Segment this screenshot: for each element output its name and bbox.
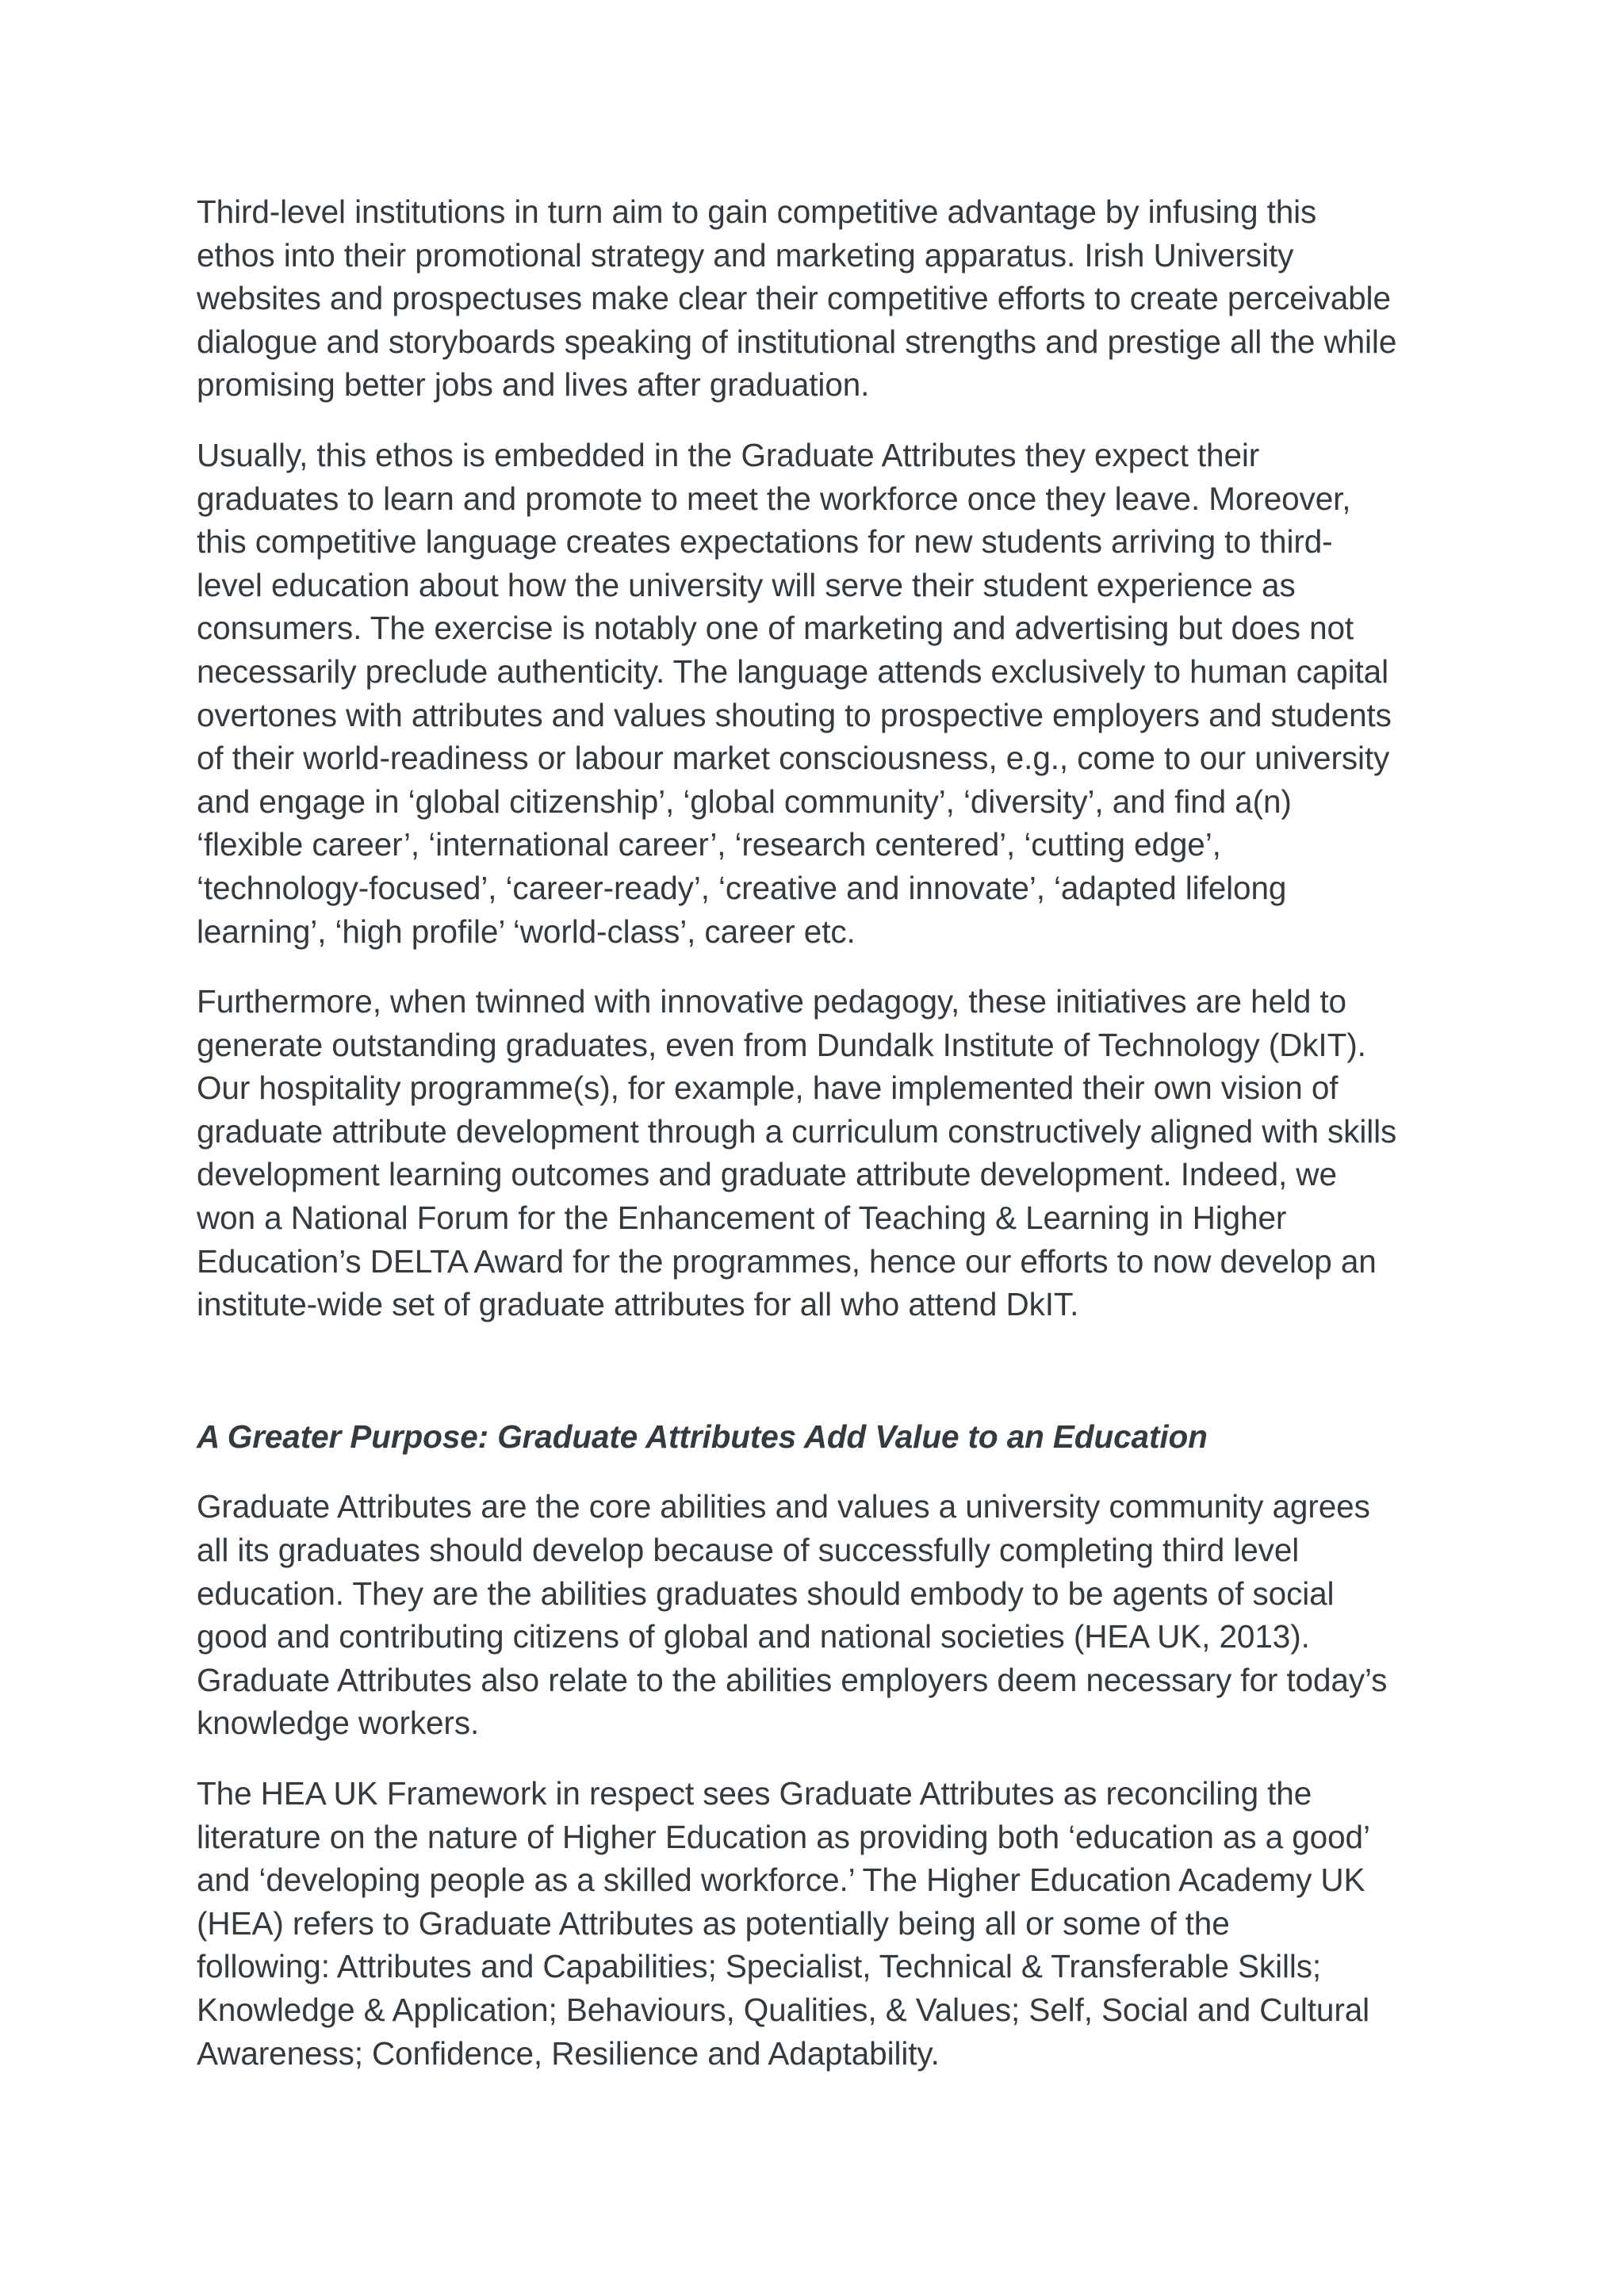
paragraph-line: and ‘developing people as a skilled workforce.’ The Higher Education Academy UK (197, 1862, 1365, 1899)
paragraph-line: The HEA UK Framework in respect sees Graduate Attributes as reconciling the (197, 1775, 1312, 1812)
document-body-before-heading (197, 190, 1443, 1326)
paragraph-line: ‘technology-focused’, ‘career-ready’, ‘creative and innovate’, ‘adapted lifelong (197, 869, 1287, 906)
paragraph-line: good and contributing citizens of global and national societies (HEA UK, 2013). (197, 1618, 1310, 1655)
paragraph-line: Graduate Attributes are the core abilities and values a university community agrees (197, 1488, 1370, 1525)
document-body-after-heading (197, 1485, 1443, 2075)
paragraph-line: all its graduates should develop because of successfully completing third level (197, 1532, 1300, 1569)
paragraph-line: ethos into their promotional strategy and marketing apparatus. Irish University (197, 236, 1294, 274)
paragraph-line: Furthermore, when twinned with innovative pedagogy, these initiatives are held to (197, 983, 1346, 1020)
paragraph-line: won a National Forum for the Enhancement of Teaching & Learning in Higher (197, 1200, 1287, 1237)
paragraph-line: following: Attributes and Capabilities; Specialist, Technical & Transferable Skills; (197, 1948, 1322, 1985)
paragraph-line: and engage in ‘global citizenship’, ‘global community’, ‘diversity’, and find a(n) (197, 783, 1292, 820)
paragraph-line: Education’s DELTA Award for the programmes, hence our efforts to now develop an (197, 1242, 1377, 1280)
paragraph-line: literature on the nature of Higher Education as providing both ‘education as a good’ (197, 1818, 1370, 1855)
paragraph-line: graduates to learn and promote to meet the workforce once they leave. Moreover, (197, 480, 1351, 517)
paragraph-line: of their world-readiness or labour market consciousness, e.g., come to our university (197, 740, 1390, 777)
paragraph-line: Awareness; Confidence, Resilience and Adaptability. (197, 2034, 940, 2072)
paragraph-line: promising better jobs and lives after graduation. (197, 366, 870, 404)
paragraph-line: dialogue and storyboards speaking of institutional strengths and prestige all the while (197, 323, 1397, 360)
section-heading: A Greater Purpose: Graduate Attributes Add Value to an Education (197, 1418, 1208, 1455)
paragraph-line: this competitive language creates expectations for new students arriving to third- (197, 523, 1333, 561)
document-page (197, 190, 1443, 2102)
paragraph-line: Graduate Attributes also relate to the abilities employers deem necessary for today’s (197, 1661, 1388, 1698)
paragraph (197, 980, 1443, 1326)
paragraph-line: education. They are the abilities graduates should embody to be agents of social (197, 1575, 1335, 1612)
paragraph-line: (HEA) refers to Graduate Attributes as potentially being all or some of the (197, 1904, 1230, 1942)
paragraph-line: overtones with attributes and values shouting to prospective employers and students (197, 696, 1392, 733)
paragraph-line: necessarily preclude authenticity. The language attends exclusively to human capital (197, 652, 1388, 690)
paragraph-line: level education about how the university will serve their student experience as (197, 566, 1296, 603)
paragraph-line: ‘flexible career’, ‘international career’, ‘research centered’, ‘cutting edge’, (197, 826, 1221, 863)
paragraph (197, 1485, 1443, 1745)
paragraph-line: Usually, this ethos is embedded in the Graduate Attributes they expect their (197, 436, 1260, 473)
paragraph-line: development learning outcomes and graduate attribute development. Indeed, we (197, 1156, 1337, 1193)
paragraph (197, 434, 1443, 953)
paragraph-line: consumers. The exercise is notably one of marketing and advertising but does not (197, 610, 1354, 647)
paragraph-line: websites and prospectuses make clear their competitive efforts to create perceivable (197, 280, 1391, 317)
paragraph-line: learning’, ‘high profile’ ‘world-class’, career etc. (197, 913, 856, 950)
paragraph-line: graduate attribute development through a curriculum constructively aligned with skills (197, 1112, 1397, 1150)
paragraph-line: knowledge workers. (197, 1705, 480, 1742)
paragraph-line: Our hospitality programme(s), for example, have implemented their own vision of (197, 1070, 1339, 1107)
paragraph-line: Third-level institutions in turn aim to gain competitive advantage by infusing this (197, 193, 1317, 230)
paragraph (197, 190, 1443, 407)
paragraph-line: generate outstanding graduates, even from Dundalk Institute of Technology (DkIT). (197, 1026, 1366, 1063)
paragraph-line: Knowledge & Application; Behaviours, Qualities, & Values; Self, Social and Cultural (197, 1991, 1370, 2028)
paragraph-line: institute-wide set of graduate attributes for all who attend DkIT. (197, 1286, 1079, 1323)
paragraph (197, 1772, 1443, 2075)
